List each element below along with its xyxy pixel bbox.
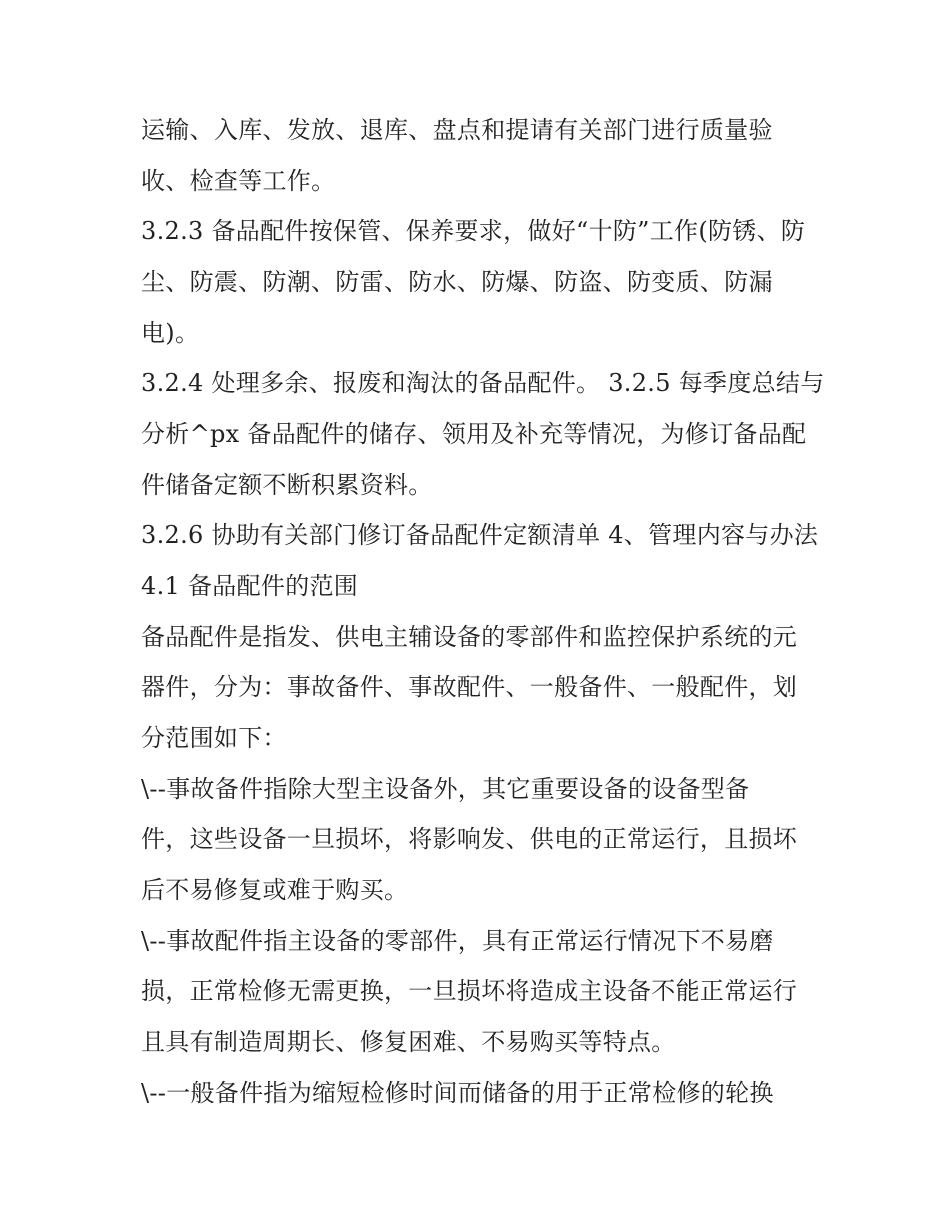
text-line: 后不易修复或难于购买。 xyxy=(141,876,409,904)
text-line: \--事故备件指除大型主设备外，其它重要设备的设备型备 xyxy=(141,775,750,803)
text-line: 电)。 xyxy=(141,319,200,347)
text-line: 损，正常检修无需更换，一旦损坏将造成主设备不能正常运行 xyxy=(141,977,798,1005)
text-line: 分析^px 备品配件的储存、领用及补充等情况，为修订备品配 xyxy=(141,420,807,448)
text-line: 件储备定额不断积累资料。 xyxy=(141,471,433,499)
text-line: 且具有制造周期长、修复困难、不易购买等特点。 xyxy=(141,1028,676,1056)
text-line: \--事故配件指主设备的零部件，具有正常运行情况下不易磨 xyxy=(141,927,774,955)
text-line: 3.2.4 处理多余、报废和淘汰的备品配件。 3.2.5 每季度总结与 xyxy=(141,369,825,397)
text-line: 3.2.3 备品配件按保管、保养要求，做好“十防”工作(防锈、防 xyxy=(141,217,806,245)
text-line: 尘、防震、防潮、防雷、防水、防爆、防盗、防变质、防漏 xyxy=(141,268,773,296)
text-line: 分范围如下： xyxy=(141,724,287,752)
text-line: 备品配件是指发、供电主辅设备的零部件和监控保护系统的元 xyxy=(141,623,798,651)
text-line: 件，这些设备一旦损坏，将影响发、供电的正常运行，且损坏 xyxy=(141,825,798,853)
text-line: \--一般备件指为缩短检修时间而储备的用于正常检修的轮换 xyxy=(141,1079,774,1107)
text-line: 运输、入库、发放、退库、盘点和提请有关部门进行质量验 xyxy=(141,116,773,144)
text-line: 3.2.6 协助有关部门修订备品配件定额清单 4、管理内容与办法 xyxy=(141,521,819,549)
section-heading: 4.1 备品配件的范围 xyxy=(141,572,359,600)
text-line: 收、检查等工作。 xyxy=(141,167,336,195)
text-line: 器件，分为：事故备件、事故配件、一般备件、一般配件，划 xyxy=(141,673,798,701)
